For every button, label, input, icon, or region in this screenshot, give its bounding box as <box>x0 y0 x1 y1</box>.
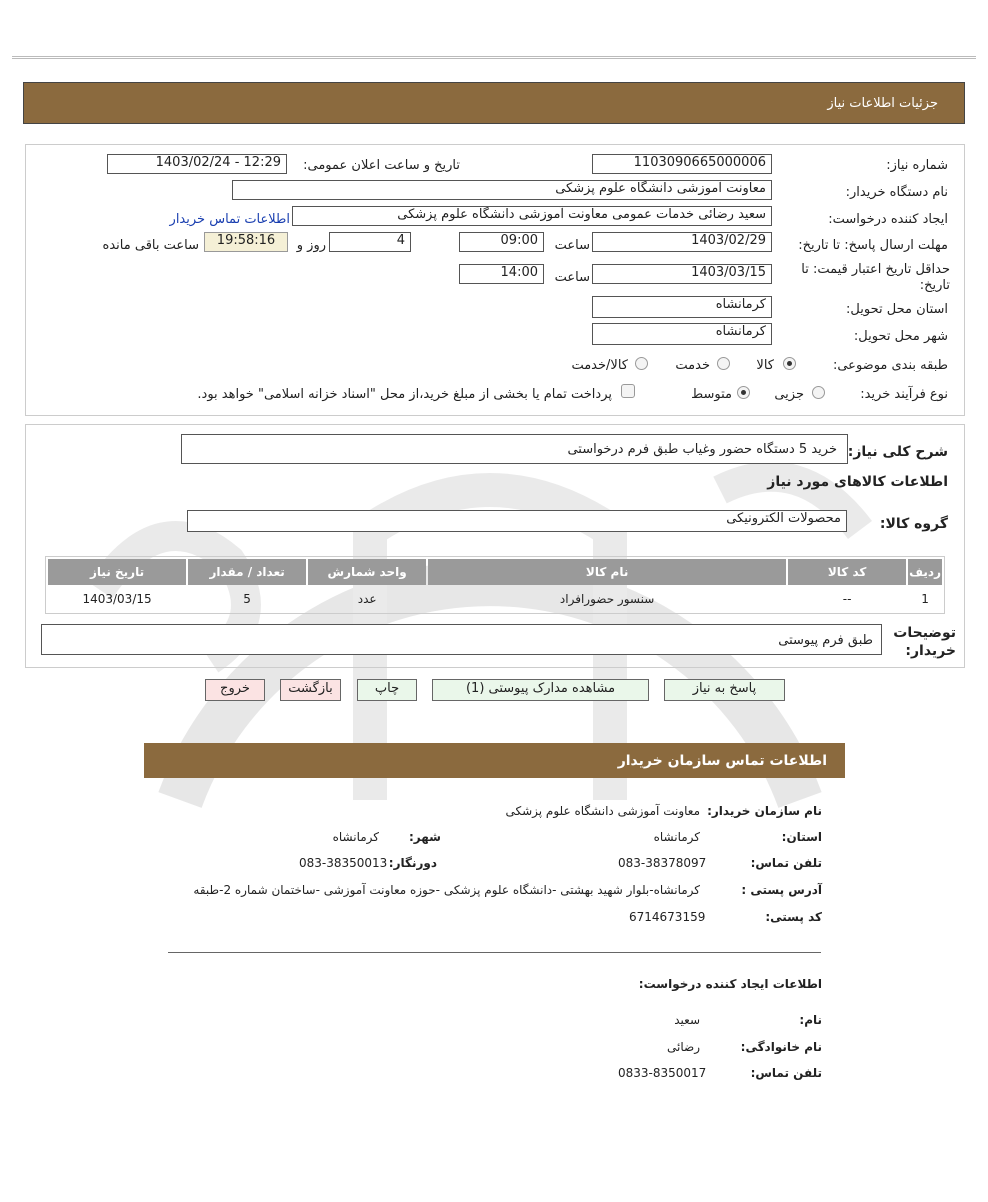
attachments-button[interactable]: مشاهده مدارک پیوستی (1) <box>432 679 649 701</box>
process-option-medium: متوسط <box>691 387 732 402</box>
category-option-service: خدمت <box>675 358 710 373</box>
validity-label: حداقل تاریخ اعتبار قیمت: تا تاریخ: <box>801 262 950 293</box>
payment-checkbox[interactable] <box>621 384 635 398</box>
cell-row: 1 <box>921 592 929 606</box>
contact-postal-value: 6714673159 <box>629 910 706 924</box>
contact-divider <box>168 952 821 953</box>
print-button[interactable]: چاپ <box>357 679 417 701</box>
contact-section-title: اطلاعات تماس سازمان خریدار <box>617 753 827 769</box>
days-field: 4 <box>329 232 411 252</box>
contact-fax-label: دورنگار: <box>388 856 437 870</box>
deadline-date-field: 1403/02/29 <box>592 232 772 252</box>
category-radio-goods-service[interactable] <box>635 357 648 370</box>
announce-date-field: 1403/02/24 - 12:29 <box>107 154 287 174</box>
buyer-contact-link[interactable]: اطلاعات تماس خریدار <box>169 212 290 227</box>
goods-group-field: محصولات الکترونیکی <box>187 510 847 532</box>
need-number-label: شماره نیاز: <box>886 158 948 173</box>
creator-field: سعید رضائی خدمات عمومی معاونت آموزشی دانشگاه علوم پزشکی <box>292 206 772 226</box>
contact-section-header <box>144 743 845 778</box>
province-field: کرمانشاه <box>592 296 772 318</box>
reply-button[interactable]: پاسخ به نیاز <box>664 679 785 701</box>
cell-qty: 5 <box>243 592 251 606</box>
creator-name-value: سعید <box>674 1013 700 1027</box>
goods-table-wrap <box>45 556 945 614</box>
cell-code: -- <box>842 592 852 606</box>
contact-phone-value: 083-38378097 <box>618 856 707 870</box>
col-unit: واحد شمارش <box>308 559 426 585</box>
page-title: جزئیات اطلاعات نیاز <box>827 96 938 111</box>
validity-date-field: 1403/03/15 <box>592 264 772 284</box>
remaining-time-field: 19:58:16 <box>204 232 288 252</box>
category-label: طبقه بندی موضوعی: <box>832 358 948 373</box>
summary-label: شرح کلی نیاز: <box>847 444 948 460</box>
contact-address-value: کرمانشاه-بلوار شهید بهشتی -دانشگاه علوم پزشکی -حوزه معاونت آموزشی -ساختمان شماره 2-طبقه <box>193 883 700 897</box>
buyer-org-label: نام دستگاه خریدار: <box>845 185 948 200</box>
province-label: استان محل تحویل: <box>846 302 948 317</box>
contact-province-value: کرمانشاه <box>653 830 700 844</box>
creator-label: ایجاد کننده درخواست: <box>828 212 948 227</box>
contact-address-label: آدرس پستی : <box>741 883 822 897</box>
contact-city-value: کرمانشاه <box>332 830 379 844</box>
remaining-time-label: ساعت باقی مانده <box>102 238 199 253</box>
creator-family-value: رضائی <box>667 1040 700 1054</box>
summary-field: خرید 5 دستگاه حضور وغیاب طبق فرم درخواستی <box>181 434 848 464</box>
city-field: کرمانشاه <box>592 323 772 345</box>
top-divider <box>12 56 976 59</box>
goods-table <box>46 557 944 613</box>
deadline-time-label: ساعت <box>554 238 590 253</box>
category-radio-goods[interactable] <box>783 357 796 370</box>
buyer-notes-field: طبق فرم پیوستی <box>41 624 882 655</box>
cell-name: سنسور حضورافراد <box>559 592 655 606</box>
col-date: تاریخ نیاز <box>48 559 186 585</box>
table-row <box>48 587 942 611</box>
creator-family-label: نام خانوادگی: <box>740 1040 822 1054</box>
cell-date: 1403/03/15 <box>82 592 152 606</box>
payment-note: پرداخت تمام یا بخشی از مبلغ خرید،از محل "اسناد خزانه اسلامی" خواهد بود. <box>197 387 612 402</box>
category-radio-service[interactable] <box>717 357 730 370</box>
process-option-minor: جزیی <box>774 387 804 402</box>
contact-city-label: شهر: <box>409 830 441 844</box>
announce-date-label: تاریخ و ساعت اعلان عمومی: <box>303 158 460 173</box>
category-option-goods-service: کالا/خدمت <box>571 358 628 373</box>
buyer-notes-label: توضیحات خریدار: <box>893 625 956 659</box>
validity-time-field: 14:00 <box>459 264 544 284</box>
col-qty: تعداد / مقدار <box>188 559 306 585</box>
contact-postal-label: کد پستی: <box>765 910 822 924</box>
contact-phone-label: تلفن تماس: <box>750 856 822 870</box>
deadline-time-field: 09:00 <box>459 232 544 252</box>
cell-unit: عدد <box>357 592 377 606</box>
creator-phone-value: 0833-8350017 <box>618 1066 707 1080</box>
page-header <box>23 82 965 124</box>
city-label: شهر محل تحویل: <box>853 329 948 344</box>
creator-section-title: اطلاعات ایجاد کننده درخواست: <box>638 977 822 991</box>
need-number-field: 1103090665000006 <box>592 154 772 174</box>
goods-table-header <box>48 559 942 585</box>
category-option-goods: کالا <box>756 358 774 373</box>
col-code: کد کالا <box>788 559 906 585</box>
contact-province-label: استان: <box>781 830 822 844</box>
creator-phone-label: تلفن تماس: <box>750 1066 822 1080</box>
exit-button[interactable]: خروج <box>205 679 265 701</box>
creator-name-label: نام: <box>799 1013 822 1027</box>
contact-org-value: معاونت آموزشی دانشگاه علوم پزشکی <box>505 804 700 818</box>
col-name: نام کالا <box>428 559 786 585</box>
contact-fax-value: 083-38350013 <box>299 856 388 870</box>
contact-org-label: نام سازمان خریدار: <box>707 804 822 818</box>
col-row: ردیف <box>908 559 942 585</box>
buyer-org-field: معاونت آموزشی دانشگاه علوم پزشکی <box>232 180 772 200</box>
goods-section-title: اطلاعات کالاهای مورد نیاز <box>767 474 948 490</box>
process-radio-medium[interactable] <box>737 386 750 399</box>
process-label: نوع فرآیند خرید: <box>860 387 948 402</box>
deadline-label: مهلت ارسال پاسخ: تا تاریخ: <box>798 238 948 253</box>
process-radio-minor[interactable] <box>812 386 825 399</box>
validity-time-label: ساعت <box>554 270 590 285</box>
goods-group-label: گروه کالا: <box>879 516 948 532</box>
back-button[interactable]: بازگشت <box>280 679 341 701</box>
days-label: روز و <box>296 238 326 253</box>
